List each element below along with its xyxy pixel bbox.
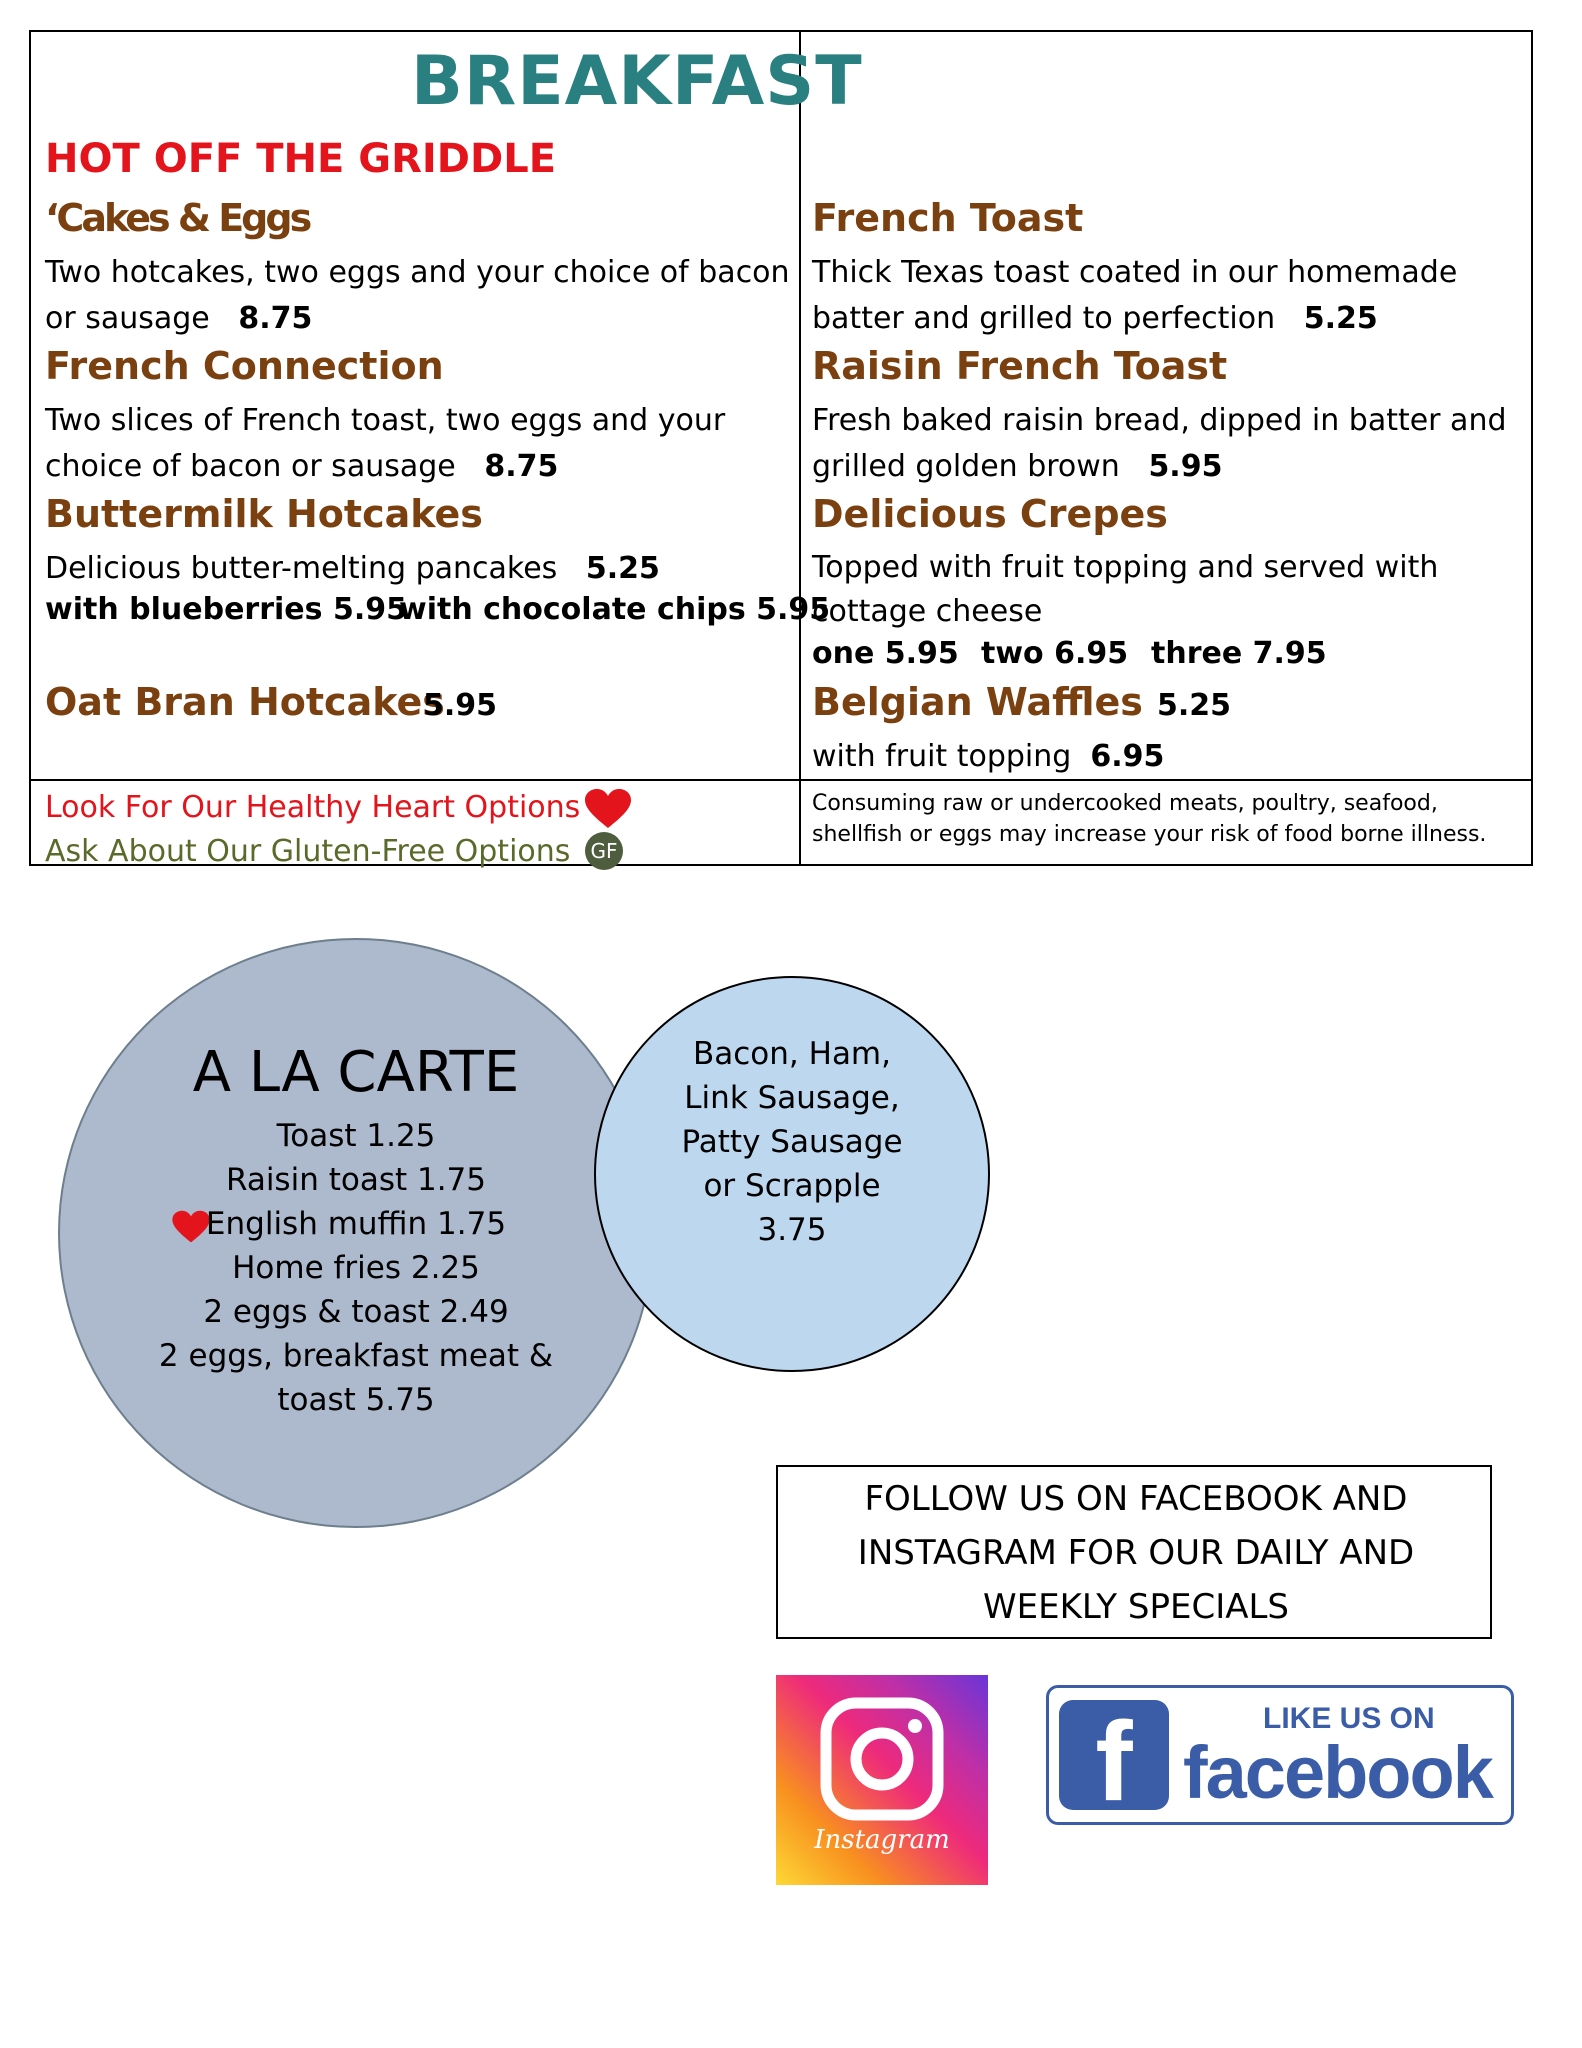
item-french-connection-name: French Connection — [45, 344, 444, 388]
item-cakes-eggs-name: ‘Cakes & Eggs — [45, 196, 310, 240]
section-heading: HOT OFF THE GRIDDLE — [45, 136, 557, 182]
social-follow-box — [776, 1465, 1492, 1639]
facebook-wordmark: facebook — [1183, 1731, 1492, 1814]
gluten-free-badge: GF — [585, 832, 623, 870]
breakfast-menu-table — [29, 30, 1533, 869]
instagram-icon[interactable] — [776, 1675, 988, 1885]
instagram-wordmark: Instagram — [814, 1825, 950, 1855]
facebook-f-icon: f — [1059, 1700, 1169, 1810]
meats-line-4: or Scrapple — [703, 1168, 881, 1204]
like-us-on-label: LIKE US ON — [1263, 1702, 1435, 1735]
item-french-connection-price: 8.75 — [484, 449, 559, 484]
crepes-option-one: one 5.95 — [812, 636, 959, 671]
menu-title: BREAKFAST — [411, 42, 863, 121]
a-la-carte-title: A LA CARTE — [192, 1040, 520, 1105]
carte-item-eggs-meat-line1: 2 eggs, breakfast meat & — [158, 1338, 554, 1374]
meats-line-3: Patty Sausage — [681, 1124, 903, 1160]
footer-divider — [31, 779, 1531, 781]
meats-line-2: Link Sausage, — [684, 1080, 900, 1116]
item-raisin-french-toast-desc: Fresh baked raisin bread, dipped in batter and grilled golden brown 5.95 — [812, 403, 1507, 484]
healthy-heart-note: Look For Our Healthy Heart Options — [45, 790, 581, 825]
carte-item-raisin-toast: Raisin toast 1.75 — [225, 1162, 487, 1198]
item-raisin-french-toast-price: 5.95 — [1148, 449, 1223, 484]
column-divider — [799, 32, 801, 864]
item-buttermilk-hotcakes-price: 5.25 — [585, 551, 660, 586]
follow-line-2: INSTAGRAM FOR OUR DAILY AND — [857, 1533, 1415, 1573]
crepes-option-two: two 6.95 — [981, 636, 1129, 671]
fruit-topping-price: 6.95 — [1090, 739, 1165, 774]
carte-item-eggs-meat-line2: toast 5.75 — [277, 1382, 435, 1418]
variant-blueberries: with blueberries 5.95 — [45, 592, 407, 627]
heart-icon — [583, 788, 633, 830]
item-buttermilk-hotcakes-desc: Delicious butter-melting pancakes 5.25 — [45, 551, 660, 586]
meats-price: 3.75 — [757, 1212, 827, 1248]
item-belgian-waffles-name: Belgian Waffles — [812, 680, 1143, 724]
item-delicious-crepes-name: Delicious Crepes — [812, 492, 1168, 536]
item-oat-bran-hotcakes-price: 5.95 — [423, 688, 498, 723]
food-safety-disclaimer: Consuming raw or undercooked meats, poultry, seafood, shellfish or eggs may increase your risk of food borne illness. — [812, 791, 1487, 847]
carte-item-english-muffin: English muffin 1.75 — [205, 1206, 507, 1242]
item-belgian-waffles-price: 5.25 — [1157, 688, 1232, 723]
item-buttermilk-hotcakes-name: Buttermilk Hotcakes — [45, 492, 483, 536]
item-french-toast-name: French Toast — [812, 196, 1084, 240]
variant-chocolate-chips: with chocolate chips 5.95 — [399, 592, 831, 627]
carte-item-eggs-toast: 2 eggs & toast 2.49 — [203, 1294, 509, 1330]
item-french-toast-desc: Thick Texas toast coated in our homemade batter and grilled to perfection 5.25 — [812, 255, 1458, 336]
item-french-connection-desc: Two slices of French toast, two eggs and your choice of bacon or sausage 8.75 — [45, 403, 726, 484]
item-delicious-crepes-desc: Topped with fruit topping and served with cottage cheese — [812, 550, 1439, 629]
item-raisin-french-toast-name: Raisin French Toast — [812, 344, 1228, 388]
carte-item-home-fries: Home fries 2.25 — [232, 1250, 480, 1286]
camera-glyph-icon — [820, 1697, 944, 1821]
item-oat-bran-hotcakes-name: Oat Bran Hotcakes — [45, 680, 445, 724]
item-french-toast-price: 5.25 — [1303, 301, 1378, 336]
crepes-option-three: three 7.95 — [1151, 636, 1327, 671]
belgian-waffles-fruit-topping: with fruit topping 6.95 — [812, 739, 1165, 774]
meats-line-1: Bacon, Ham, — [693, 1036, 891, 1072]
follow-line-3: WEEKLY SPECIALS — [983, 1587, 1289, 1627]
item-cakes-eggs-price: 8.75 — [238, 301, 313, 336]
follow-line-1: FOLLOW US ON FACEBOOK AND — [864, 1479, 1408, 1519]
carte-item-toast: Toast 1.25 — [276, 1118, 436, 1154]
gluten-free-note: Ask About Our Gluten-Free Options — [45, 834, 571, 869]
facebook-icon[interactable] — [1046, 1685, 1514, 1825]
item-cakes-eggs-desc: Two hotcakes, two eggs and your choice of bacon or sausage 8.75 — [45, 255, 790, 336]
